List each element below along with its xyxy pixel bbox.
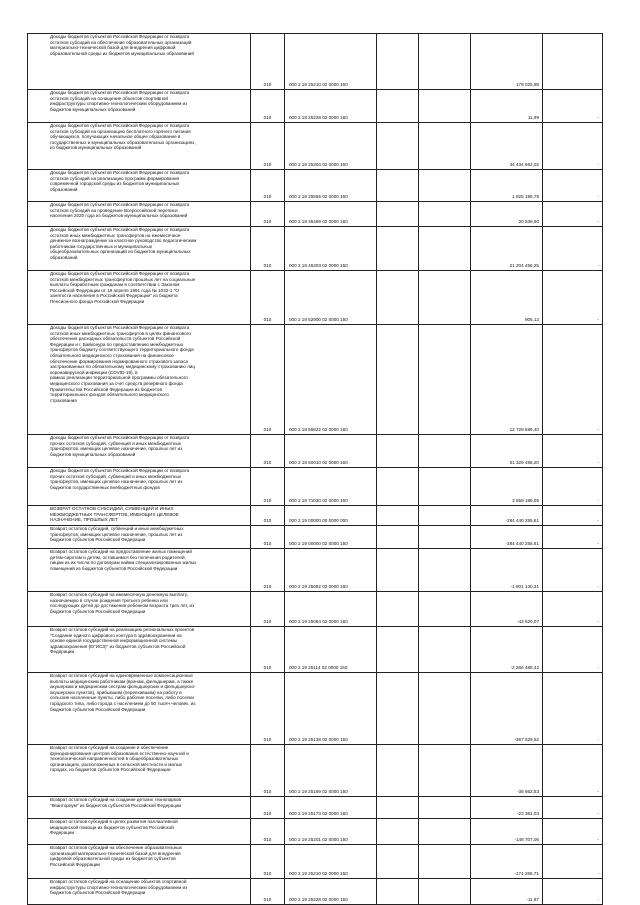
table-row <box>28 468 603 506</box>
row-code: 010 <box>251 435 285 468</box>
row-code: 010 <box>251 592 285 627</box>
row-name: Доходы бюджетов субъектов Российской Федерации от возврата прочих остатков субсидий, субвенций и иных межбюджетных трансфертов, имеющих целевое назначение, прошлых лет из бюджетов государственных внебюджетных фондов <box>28 468 251 506</box>
row-code: 010 <box>251 526 285 549</box>
row-code: 010 <box>251 506 285 526</box>
table-row <box>28 123 603 170</box>
row-name: Возврат остатков субсидий на единовременные компенсационные выплаты медицинским работникам (врачам, фельдшерам, а также акушеркам и медицинским сестрам фельдшерских и фельдшерско- акушерских пунктов), прибывшим (переехавшим) на работу в сельские населенные пункты, либо рабочие поселки, либо поселки городского типа, либо города с населением до 50 тысяч человек, из бюджетов субъектов Российской Федерации <box>28 673 251 745</box>
row-code: 010 <box>251 227 285 271</box>
row-name: Возврат остатков субсидий в целях развития паллиативной медицинской помощи из бюджетов субъектов Российской Федерации <box>28 819 251 845</box>
table-row <box>28 673 603 745</box>
table-row <box>28 549 603 592</box>
row-dash: - <box>543 845 603 879</box>
row-dash: - <box>543 592 603 627</box>
row-kbk: 000 2 18 55822 02 0000 150 <box>285 325 377 435</box>
row-code: 010 <box>251 819 285 845</box>
row-sum: -148 707,06 <box>471 819 543 845</box>
row-dash: - <box>543 879 603 905</box>
row-sum: 11,99 <box>471 90 543 123</box>
row-dash: - <box>543 227 603 271</box>
row-dash: - <box>543 90 603 123</box>
row-kbk: 000 2 19 25138 02 0000 150 <box>285 673 377 745</box>
row-sum: 12 728 586,40 <box>471 325 543 435</box>
row-name: Доходы бюджетов субъектов Российской Федерации от возврата прочих остатков субсидий, субвенций и иных межбюджетных трансфертов, имеющих целевое назначение, прошлых лет из бюджетов муниципальных образований <box>28 435 251 468</box>
table-row <box>28 819 603 845</box>
row-kbk: 000 2 18 25210 02 0000 150 <box>285 34 377 90</box>
row-sum: 3 559 189,05 <box>471 468 543 506</box>
row-kbk: 000 2 18 60010 02 0000 150 <box>285 435 377 468</box>
row-kbk: 000 2 18 52900 02 0000 150 <box>285 271 377 325</box>
table-row <box>28 879 603 905</box>
row-name: Возврат остатков субсидий на предоставление жилых помещений детям-сиротам и детям, оставшимся без попечения родителей, лицам из их числа по договорам найма специализированных жилых помещений из бюджетов субъектов Российской Федерации <box>28 549 251 592</box>
row-sum: -284 440 255,61 <box>471 506 543 526</box>
row-sum: 21 204 456,25 <box>471 227 543 271</box>
row-code: 010 <box>251 90 285 123</box>
row-code: 010 <box>251 845 285 879</box>
row-name: ВОЗВРАТ ОСТАТКОВ СУБСИДИЙ, СУБВЕНЦИЙ И ИНЫХ МЕЖБЮДЖЕТНЫХ ТРАНСФЕРТОВ, ИМЕЮЩИХ ЦЕЛЕВОЕ НАЗНАЧЕНИЕ, ПРОШЛЫХ ЛЕТ <box>28 506 251 526</box>
row-kbk: 000 2 19 25210 02 0000 150 <box>285 845 377 879</box>
row-name: Доходы бюджетов субъектов Российской Федерации от возврата остатков субсидий на проведение Всероссийской переписи населения 2020 года из бюджетов муниципальных образований <box>28 202 251 227</box>
row-name: Доходы бюджетов субъектов Российской Федерации от возврата остатков субсидий на оснащение объектов спортивной инфраструктуры спортивно-технологическим оборудованием из бюджетов муниципальных образований <box>28 90 251 123</box>
row-code: 010 <box>251 745 285 797</box>
row-name: Возврат остатков субсидий на создание детских технопарков "Кванториум" из бюджетов субъектов Российской Федерации <box>28 797 251 819</box>
row-code: 010 <box>251 879 285 905</box>
row-kbk: 000 2 19 25173 02 0000 150 <box>285 797 377 819</box>
row-sum: 905,13 <box>471 271 543 325</box>
table-row <box>28 325 603 435</box>
row-dash: - <box>543 797 603 819</box>
row-code: 010 <box>251 170 285 202</box>
row-kbk: 000 2 19 25201 02 0000 150 <box>285 819 377 845</box>
report-sheet <box>27 33 602 905</box>
row-sum: -1 901 130,31 <box>471 549 543 592</box>
row-code: 010 <box>251 271 285 325</box>
row-name: Доходы бюджетов субъектов Российской Федерации от возврата остатков иных межбюджетных трансфертов в целях финансового обеспечения расходных обязательств субъектов Российской Федерации и г. Байконура по предоставлению межбюджетных трансфертов бюджету соответствующего территориального фонда обязательного медицинского страхования на финансовое обеспечение формирования нормированного страхового запаса застрахованных по обязательному медицинскому страхованию лиц коронавирусной инфекции (COVID-19), в рамках реализации территориальной программы обязательного медицинского страхования за счет средств резервного фонда Правительства Российской Федерации из бюджетов территориальных фондов обязательного медицинского страхования <box>28 325 251 435</box>
row-name: Возврат остатков субсидий на обеспечение образовательных организаций материально-технической базой для внедрения цифровой образовательной среды из бюджетов субъектов Российской Федерации <box>28 845 251 879</box>
row-code: 010 <box>251 797 285 819</box>
row-dash: - <box>543 271 603 325</box>
row-dash: - <box>543 506 603 526</box>
row-sum: -284 440 255,61 <box>471 526 543 549</box>
row-sum: -43 620,07 <box>471 592 543 627</box>
row-kbk: 000 2 19 00000 02 0000 150 <box>285 526 377 549</box>
table-row <box>28 435 603 468</box>
row-name: Доходы бюджетов субъектов Российской Федерации от возврата остатков субсидий на реализацию программ формирования современной городской среды из бюджетов муниципальных образований <box>28 170 251 202</box>
row-name: Возврат остатков субсидий на ежемесячную денежную выплату, назначаемую в случае рождения третьего ребенка или последующих детей до достижения ребенком возраста трех лет, из бюджетов субъектов Российской Федерации <box>28 592 251 627</box>
row-code: 010 <box>251 123 285 170</box>
table-row <box>28 271 603 325</box>
row-kbk: 000 2 19 25082 02 0000 150 <box>285 549 377 592</box>
row-code: 010 <box>251 673 285 745</box>
table-row <box>28 592 603 627</box>
row-dash: - <box>543 123 603 170</box>
row-name: Возврат остатков субсидий на оснащение объектов спортивной инфраструктуры спортивно-технологическим оборудованием из бюджетов субъектов Российской Федерации <box>28 879 251 905</box>
row-code: 010 <box>251 202 285 227</box>
table-row <box>28 745 603 797</box>
table-row <box>28 202 603 227</box>
row-dash: - <box>543 526 603 549</box>
row-dash: - <box>543 170 603 202</box>
row-sum: 51 329 488,20 <box>471 435 543 468</box>
row-dash <box>543 34 603 90</box>
income-table <box>27 33 603 905</box>
row-name: Доходы бюджетов субъектов Российской Федерации от возврата остатков субсидий на обеспечение образовательных организаций материально-технической базой для внедрения цифровой образовательной среды из бюджетов муниципальных образований <box>28 34 251 90</box>
row-kbk: 000 2 19 25169 02 0000 150 <box>285 745 377 797</box>
row-dash: - <box>543 627 603 673</box>
row-kbk: 000 2 19 25228 02 0000 150 <box>285 879 377 905</box>
row-kbk: 000 2 18 25304 02 0000 150 <box>285 123 377 170</box>
table-row <box>28 506 603 526</box>
row-kbk: 000 2 18 25228 02 0000 150 <box>285 90 377 123</box>
table-row <box>28 797 603 819</box>
row-sum: -36 662,53 <box>471 745 543 797</box>
row-name: Возврат остатков субсидий на создание и обеспечение функционирования центров образования естественно-научной и технологической направленностей в общеобразовательных организациях, расположенных в сельской местности и малых городах, из бюджетов субъектов Российской Федерации <box>28 745 251 797</box>
table-row <box>28 627 603 673</box>
row-name: Возврат остатков субсидий на реализацию региональных проектов "Создание единого цифрового контура в здравоохранении на основе единой государственной информационной системы здравоохранения (ЕГИСЗ)" из бюджетов субъектов Российской Федерации <box>28 627 251 673</box>
row-name: Возврат остатков субсидий, субвенций и иных межбюджетных трансфертов, имеющих целевое назначение, прошлых лет из бюджетов субъектов Российской Федерации <box>28 526 251 549</box>
row-code: 010 <box>251 627 285 673</box>
row-dash: - <box>543 819 603 845</box>
row-code: 010 <box>251 549 285 592</box>
table-row <box>28 227 603 271</box>
row-kbk: 000 2 19 25114 02 0000 150 <box>285 627 377 673</box>
row-kbk: 000 2 18 35469 02 0000 150 <box>285 202 377 227</box>
table-row <box>28 90 603 123</box>
row-sum: 178 025,98 <box>471 34 543 90</box>
row-name: Доходы бюджетов субъектов Российской Федерации от возврата остатков иных межбюджетных трансфертов на ежемесячное денежное вознаграждение за классное руководство педагогическим работникам государственных и муниципальных общеобразовательных организаций из бюджетов муниципальных образований <box>28 227 251 271</box>
row-kbk: 000 2 18 71030 02 0000 150 <box>285 468 377 506</box>
row-dash: - <box>543 325 603 435</box>
row-code: 010 <box>251 34 285 90</box>
row-kbk: 000 2 19 25084 02 0000 150 <box>285 592 377 627</box>
table-row <box>28 526 603 549</box>
row-name: Доходы бюджетов субъектов Российской Федерации от возврата остатков субсидий на организацию бесплатного горячего питания обучающихся, получающих начальное общее образование в государственных и муниципальных образовательных организациях, из бюджетов муниципальных образований <box>28 123 251 170</box>
row-code: 010 <box>251 325 285 435</box>
row-kbk: 000 2 19 00000 00 0000 000 <box>285 506 377 526</box>
row-sum: -367 529,52 <box>471 673 543 745</box>
row-sum: -2 266 488,42 <box>471 627 543 673</box>
row-kbk: 000 2 18 25555 02 0000 150 <box>285 170 377 202</box>
row-code: 010 <box>251 468 285 506</box>
table-row <box>28 845 603 879</box>
row-name: Доходы бюджетов субъектов Российской Федерации от возврата остатков межбюджетных трансфертов прошлых лет на социальные выплаты безработным гражданам в соответствии с Законом Российской Федерации от 19 апреля 1991 года № 1032-1 "О занятости населения в Российской Федерации" из бюджета Пенсионного фонда Российской Федерации <box>28 271 251 325</box>
row-sum: -11,87 <box>471 879 543 905</box>
row-sum: 20 539,90 <box>471 202 543 227</box>
row-sum: 1 925 195,79 <box>471 170 543 202</box>
row-dash: - <box>543 673 603 745</box>
row-dash: - <box>543 745 603 797</box>
row-dash: - <box>543 549 603 592</box>
row-kbk: 000 2 18 45303 02 0000 150 <box>285 227 377 271</box>
table-row <box>28 170 603 202</box>
table-row <box>28 34 603 90</box>
row-sum: 44 434 662,02 <box>471 123 543 170</box>
row-dash: - <box>543 435 603 468</box>
row-sum: -23 361,03 <box>471 797 543 819</box>
row-dash: - <box>543 468 603 506</box>
row-sum: -174 265,71 <box>471 845 543 879</box>
row-dash: - <box>543 202 603 227</box>
